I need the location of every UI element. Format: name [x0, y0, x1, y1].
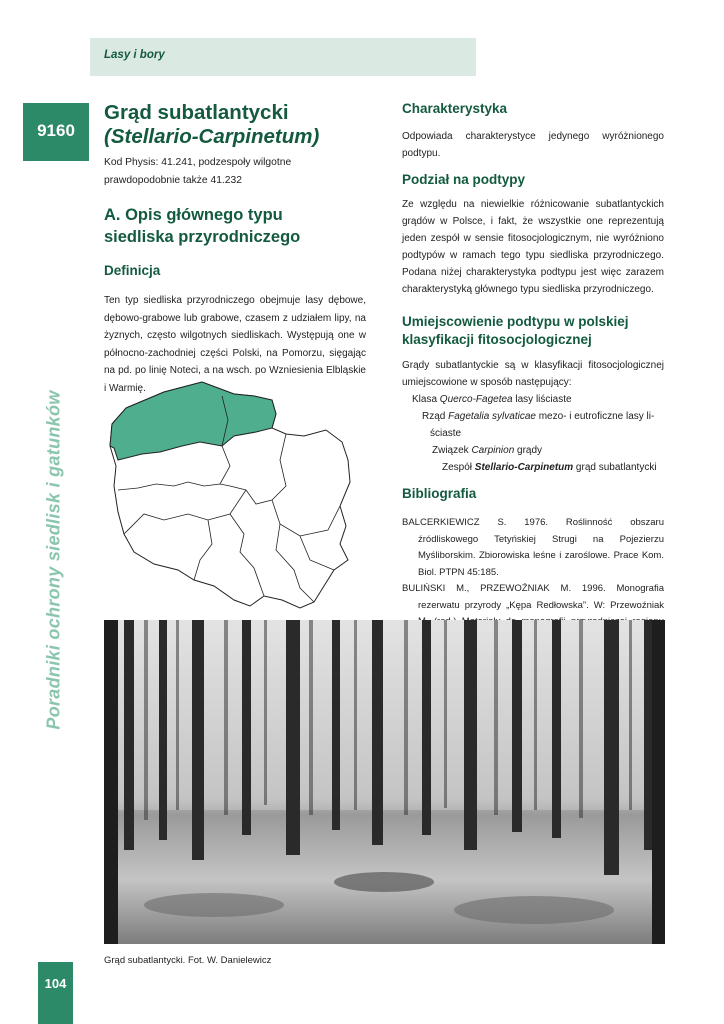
photo-caption: Grąd subatlantycki. Fot. W. Danielewicz — [104, 955, 272, 966]
title-main: Grąd subatlantycki — [104, 101, 289, 124]
umiejscowienie-heading-line: Umiejscowienie podtypu w polskiej — [402, 314, 629, 329]
charakterystyka-heading: Charakterystyka — [402, 101, 508, 116]
bibliografia-heading: Bibliografia — [402, 486, 477, 501]
kod-physis-line: Kod Physis: 41.241, podzespoły wilgotne — [104, 157, 292, 168]
zespol-name: Stellario-Carpinetum — [474, 462, 574, 473]
podzial-text: Ze względu na niewielkie różnicowanie subatlantyckich grądów w Polsce, i fakt, że wszystkie one reprezentują jeden zespół w sensie fitosocjologicznym, nie wyróżniono podtypów w ramach tego typu siedliska przyrodniczego. Podana niżej charakterystyka podtypu jest więc zarazem charakterystyką głównego typu siedliska przyrodniczego. — [402, 199, 664, 295]
kod-physis — [104, 154, 354, 190]
klasa-suffix: lasy liściaste — [512, 394, 572, 405]
distribution-map — [104, 374, 366, 620]
classification-klasa — [402, 391, 664, 408]
page-number: 104 — [44, 976, 67, 991]
page-number-box — [38, 962, 73, 1024]
page-title — [104, 101, 319, 149]
definicja-heading: Definicja — [104, 263, 161, 278]
klasa-name: Querco-Fagetea — [439, 394, 513, 405]
zespol-prefix: Zespół — [442, 462, 475, 473]
forest-illustration — [104, 620, 665, 944]
title-latin: (Stellario-Carpinetum) — [104, 125, 320, 148]
classification-zespol — [402, 459, 664, 476]
section-a-heading — [104, 204, 300, 248]
rzad-suffix: mezo- i eutroficzne lasy li- — [535, 411, 655, 422]
forest-photo — [104, 620, 665, 944]
section-a-line: siedliska przyrodniczego — [104, 228, 301, 246]
kod-physis-line: prawdopodobnie także 41.232 — [104, 175, 242, 186]
section-header-band — [90, 38, 476, 76]
classification-rzad-cont: ściaste — [430, 428, 462, 439]
habitat-code: 9160 — [37, 121, 75, 140]
classification-zwiazek — [402, 442, 664, 459]
side-series-title: Poradniki ochrony siedlisk i gatunków — [43, 390, 64, 730]
zwiazek-name: Carpinion — [471, 445, 515, 456]
bibliografia-entry: BULIŃSKI M., PRZEWOŹNIAK M. 1996. Monografia rezerwatu przyrody „Kępa Redłowska”. W: Przewoźniak — [402, 583, 664, 611]
zwiazek-suffix: grądy — [514, 445, 543, 456]
habitat-code-box — [23, 103, 89, 161]
klasa-prefix: Klasa — [412, 394, 440, 405]
charakterystyka-text: Odpowiada charakterystyce jedynego wyróżnionego podtypu. — [402, 131, 664, 159]
classification-intro: Grądy subatlantyckie są w klasyfikacji fitosocjologicznej umiejscowione w sposób następujący: — [402, 360, 664, 388]
rzad-prefix: Rząd — [422, 411, 449, 422]
classification-block — [402, 357, 664, 476]
section-label: Lasy i bory — [104, 49, 165, 61]
umiejscowienie-heading-line: klasyfikacji fitosocjologicznej — [402, 332, 592, 347]
definicja-text: Ten typ siedliska przyrodniczego obejmuje lasy dębowe, dębowo-grabowe lub grabowe, czasem z udziałem lipy, na żyznych, często wilgotnych siedliskach. Występują one w północno-zachodniej części Polski, na Pomorzu, sięgając na pd. po linię Noteci, a na wsch. po Wzniesienia Elbląskie i Warmię. — [104, 295, 366, 394]
classification-rzad — [402, 408, 664, 425]
umiejscowienie-heading — [402, 313, 629, 349]
rzad-name: Fagetalia sylvaticae — [448, 411, 536, 422]
section-a-line: A. Opis głównego typu — [104, 206, 283, 224]
zwiazek-prefix: Związek — [432, 445, 472, 456]
zespol-suffix: grąd subatlantycki — [573, 462, 657, 473]
podzial-heading: Podział na podtypy — [402, 172, 526, 187]
bibliografia-entry: BALCERKIEWICZ S. 1976. Roślinność obszaru źródliskowego Tetyńskiej Strugi na Pojezierzu Myśliborskim. Zbiorowiska leśne i zaroślowe. Prace Kom. Biol. PTPN 45:185. — [402, 517, 664, 578]
